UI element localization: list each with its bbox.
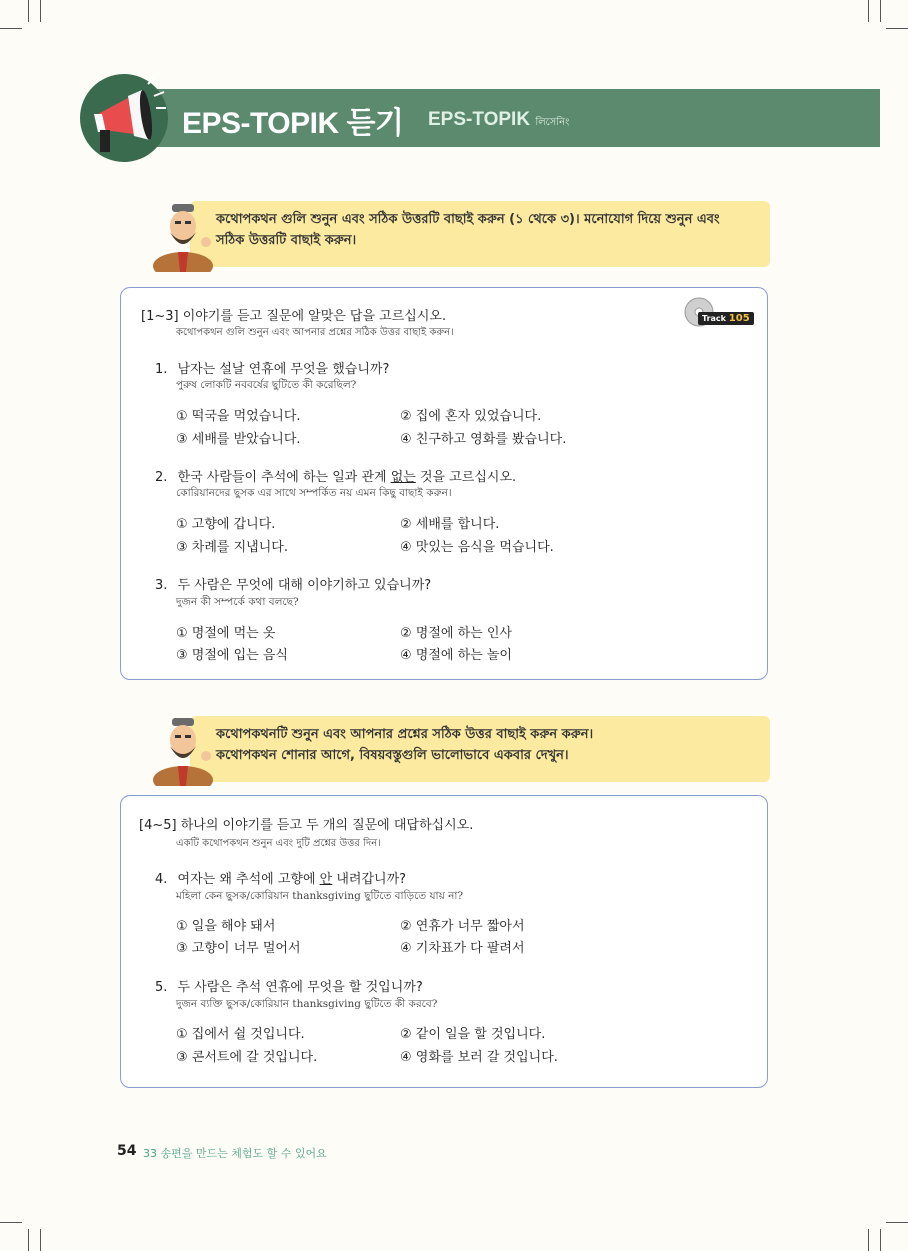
box-header-translation: একটি কথোপকথন শুনুন এবং দুটি প্রশ্নের উত্তর দিন।	[176, 838, 381, 849]
option-2[interactable]: ② 명절에 하는 인사	[400, 626, 512, 641]
crop-mark	[0, 28, 22, 29]
question-translation: মহিলা কেন ছুসক/কোরিয়ান thanksgiving ছুটিতে বাড়িতে যায় না?	[176, 890, 464, 902]
crop-mark	[0, 1222, 22, 1223]
question-number: 5.	[155, 980, 168, 995]
question-text-part: 여자는 왜 추석에 고향에	[177, 872, 320, 887]
question-number: 4.	[155, 872, 168, 887]
question-text-part: 것을 고르십시오.	[415, 470, 517, 485]
crop-mark	[28, 1229, 29, 1251]
track-number: 105	[728, 313, 750, 324]
box-header: [1~3] 이야기를 듣고 질문에 알맞은 답을 고르십시오.	[141, 309, 447, 324]
option-4[interactable]: ④ 기차표가 다 팔려서	[400, 941, 525, 956]
question-5	[155, 976, 423, 995]
track-label: Track	[702, 314, 726, 323]
question-text: 두 사람은 무엇에 대해 이야기하고 있습니까?	[177, 578, 432, 593]
question-text: 남자는 설날 연휴에 무엇을 했습니까?	[177, 362, 390, 377]
question-translation: পুরুষ লোকটি নববর্ষের ছুটিতে কী করেছিল?	[176, 379, 357, 391]
box-header-translation: কথোপকথন গুলি শুনুন এবং আপনার প্রশ্নের সঠিক উত্তর বাছাই করুন।	[176, 327, 454, 338]
instruction-box-2	[190, 716, 770, 782]
option-3[interactable]: ③ 세배를 받았습니다.	[176, 432, 301, 447]
option-1[interactable]: ① 집에서 쉴 것입니다.	[176, 1027, 305, 1042]
crop-mark	[880, 1229, 881, 1251]
question-number: 3.	[155, 578, 168, 593]
crop-mark	[40, 0, 41, 22]
instruction-line: কথোপকথন গুলি শুনুন এবং সঠিক উত্তরটি বাছাই করুন (১ থেকে ৩)। মনোযোগ দিয়ে শুনুন এবং	[216, 212, 720, 227]
question-number: 1.	[155, 362, 168, 377]
option-1[interactable]: ① 고향에 갑니다.	[176, 517, 276, 532]
megaphone-icon	[80, 74, 168, 162]
option-1[interactable]: ① 명절에 먹는 옷	[176, 626, 276, 641]
page-number: 54	[117, 1143, 137, 1159]
underlined-word: 없는	[390, 470, 416, 485]
instruction-box-1	[190, 201, 770, 267]
question-translation: দুজন কী সম্পর্কে কথা বলছে?	[176, 596, 299, 608]
option-3[interactable]: ③ 차례를 지냅니다.	[176, 540, 288, 555]
question-1	[155, 358, 389, 377]
subtitle-small: লিসেনিং	[535, 117, 570, 128]
underlined-word: 안	[319, 872, 333, 887]
question-number: 2.	[155, 470, 168, 485]
box-header: [4~5] 하나의 이야기를 듣고 두 개의 질문에 대답하십시오.	[139, 818, 474, 833]
question-translation: দুজন ব্যক্তি ছুসক/কোরিয়ান thanksgiving ছুটিতে কী করবে?	[176, 998, 438, 1010]
chapter-title: 33 송편을 만드는 체험도 할 수 있어요	[143, 1147, 327, 1160]
megaphone-logo	[80, 74, 168, 162]
option-2[interactable]: ② 집에 혼자 있었습니다.	[400, 409, 542, 424]
instruction-line: সঠিক উত্তরটি বাছাই করুন।	[216, 233, 357, 248]
option-4[interactable]: ④ 친구하고 영화를 봤습니다.	[400, 432, 567, 447]
crop-mark	[868, 1229, 869, 1251]
instruction-line: কথোপকথন শোনার আগে, বিষয়বস্তুগুলি ভালোভাবে একবার দেখুন।	[216, 748, 569, 763]
question-text	[178, 470, 517, 485]
option-4[interactable]: ④ 명절에 하는 놀이	[400, 648, 512, 663]
option-4[interactable]: ④ 맛있는 음식을 먹습니다.	[400, 540, 554, 555]
instruction-line: কথোপকথনটি শুনুন এবং আপনার প্রশ্নের সঠিক উত্তর বাছাই করুন করুন।	[216, 727, 594, 742]
option-4[interactable]: ④ 영화를 보러 갈 것입니다.	[400, 1050, 558, 1065]
option-3[interactable]: ③ 콘서트에 갈 것입니다.	[176, 1050, 318, 1065]
track-badge	[698, 312, 754, 325]
option-3[interactable]: ③ 고향이 너무 멀어서	[176, 941, 301, 956]
question-translation: কোরিয়ানদের ছুসক এর সাথে সম্পর্কিত নয় এমন কিছু বাছাই করুন।	[176, 487, 452, 499]
option-2[interactable]: ② 연휴가 너무 짧아서	[400, 919, 525, 934]
crop-mark	[28, 0, 29, 22]
question-text: 두 사람은 추석 연휴에 무엇을 할 것입니까?	[177, 980, 423, 995]
page-title: EPS-TOPIK 듣기	[182, 107, 404, 140]
crop-mark	[886, 1222, 908, 1223]
subtitle-text: EPS-TOPIK	[428, 109, 531, 130]
option-2[interactable]: ② 세배를 합니다.	[400, 517, 500, 532]
crop-mark	[868, 0, 869, 22]
option-1[interactable]: ① 떡국을 먹었습니다.	[176, 409, 301, 424]
option-3[interactable]: ③ 명절에 입는 음식	[176, 648, 288, 663]
crop-mark	[880, 0, 881, 22]
question-text	[178, 872, 407, 887]
teacher-icon	[150, 710, 216, 786]
page-subtitle	[428, 109, 569, 132]
question-text-part: 내려갑니까?	[332, 872, 407, 887]
question-4	[155, 868, 406, 887]
crop-mark	[40, 1229, 41, 1251]
option-2[interactable]: ② 같이 일을 할 것입니다.	[400, 1027, 546, 1042]
teacher-icon	[150, 196, 216, 272]
crop-mark	[886, 28, 908, 29]
question-3	[155, 574, 431, 593]
question-text-part: 한국 사람들이 추석에 하는 일과 관계	[177, 470, 391, 485]
question-2	[155, 466, 516, 485]
option-1[interactable]: ① 일을 해야 돼서	[176, 919, 276, 934]
